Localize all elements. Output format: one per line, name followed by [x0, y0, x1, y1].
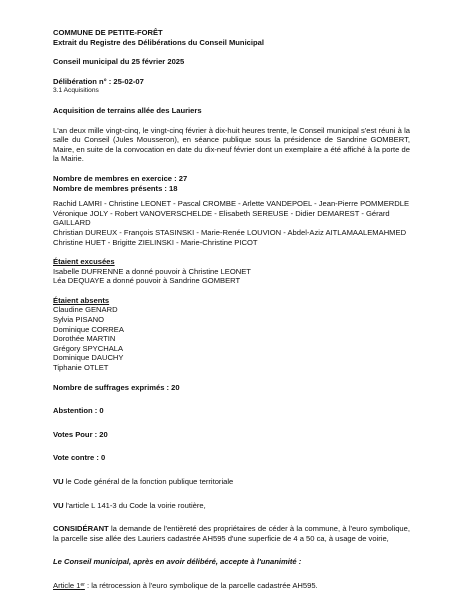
- absent-heading: Étaient absents: [53, 295, 110, 305]
- members-present: Nombre de membres présents : 18: [53, 183, 178, 193]
- votes-expressed: Nombre de suffrages exprimés : 20: [53, 382, 180, 392]
- considerant-lead: CONSIDÉRANT: [53, 524, 109, 534]
- present-line: Christian DUREUX - François STASINSKI - Marie-Renée LOUVION - Abdel-Aziz AITLAMAALEMAHMED: [53, 227, 407, 237]
- excused-line: Léa DEQUAYE a donné pouvoir à Sandrine GOMBERT: [53, 276, 241, 286]
- present-line: Véronique JOLY - Robert VANOVERSCHELDE - Elisabeth SEREUSE - Didier DEMAREST - Gérard GAILLARD: [53, 208, 390, 228]
- absent-name: Sylvia PISANO: [53, 315, 105, 325]
- article-1: [53, 581, 410, 591]
- present-line: Rachid LAMRI - Christine LEONET - Pascal CROMBE - Arlette VANDEPOEL - Jean-Pierre POMMERDLE: [53, 199, 410, 209]
- absent-name: Dominique CORREA: [53, 324, 124, 334]
- absent-name: Dorothée MARTIN: [53, 334, 116, 344]
- article-label-text: Article 1: [53, 580, 81, 590]
- excused-line: Isabelle DUFRENNE a donné pouvoir à Christine LEONET: [53, 266, 251, 276]
- members-in-office: Nombre de membres en exercice : 27: [53, 173, 188, 183]
- present-members-list: [53, 199, 410, 247]
- votes-for: Votes Pour : 20: [53, 429, 108, 439]
- excused-heading: Étaient excusées: [53, 257, 115, 267]
- considerant-text: la demande de l'entièreté des propriétaires de céder à la commune, à l'euro symbolique, la parcelle sise allée des Lauriers cadastrée AH595 d'une superficie de 4 a 50 ca, à usage de voirie,: [53, 524, 410, 543]
- subject-title: Acquisition de terrains allée des Lauriers: [53, 105, 202, 115]
- present-line: Christine HUET - Brigitte ZIELINSKI - Marie-Christine PICOT: [53, 237, 258, 247]
- vu-lead: VU: [53, 477, 64, 486]
- session-date: Conseil municipal du 25 février 2025: [53, 57, 185, 67]
- vu-text: l'article L 141-3 du Code la voirie routière,: [63, 500, 206, 510]
- vu-code-voirie: [53, 501, 410, 511]
- article-label: [53, 581, 85, 590]
- registry-extract: Extrait du Registre des Délibérations du Conseil Municipal: [53, 37, 264, 47]
- vu-lead: VU: [53, 500, 64, 510]
- commune-name: COMMUNE DE PETITE-FORÊT: [53, 28, 163, 37]
- absent-name: Grégory SPYCHALA: [53, 343, 124, 353]
- absent-name: Claudine GENARD: [53, 305, 118, 315]
- vu-text: le Code général de la fonction publique territoriale: [63, 477, 234, 486]
- decision-statement: Le Conseil municipal, après en avoir délibéré, accepte à l'unanimité :: [53, 557, 302, 567]
- article-label-sup: er: [80, 581, 85, 588]
- absent-name: Dominique DAUCHY: [53, 353, 124, 363]
- deliberation-number: Délibération n° : 25-02-07: [53, 76, 144, 86]
- vu-code-fonction-publique: [53, 477, 410, 487]
- considerant-paragraph: [53, 524, 410, 543]
- votes-against: Vote contre : 0: [53, 453, 106, 463]
- article-text: : la rétrocession à l'euro symbolique de la parcelle cadastrée AH595.: [84, 580, 318, 590]
- intro-paragraph: L'an deux mille vingt-cinq, le vingt-cinq février à dix-huit heures trente, le Conseil municipal s'est réuni à la salle du Conseil (Jules Mousseron), en séance publique sous la présidence de Sandrine GOMBERT, Maire, en suite de la convocation en date du dix-neuf février dont un exemplaire a été affiché à la porte de la Mairie.: [53, 125, 410, 164]
- absent-name: Tiphanie OTLET: [53, 363, 109, 373]
- category-code: 3.1 Acquisitions: [53, 87, 99, 95]
- votes-abstention: Abstention : 0: [53, 406, 104, 416]
